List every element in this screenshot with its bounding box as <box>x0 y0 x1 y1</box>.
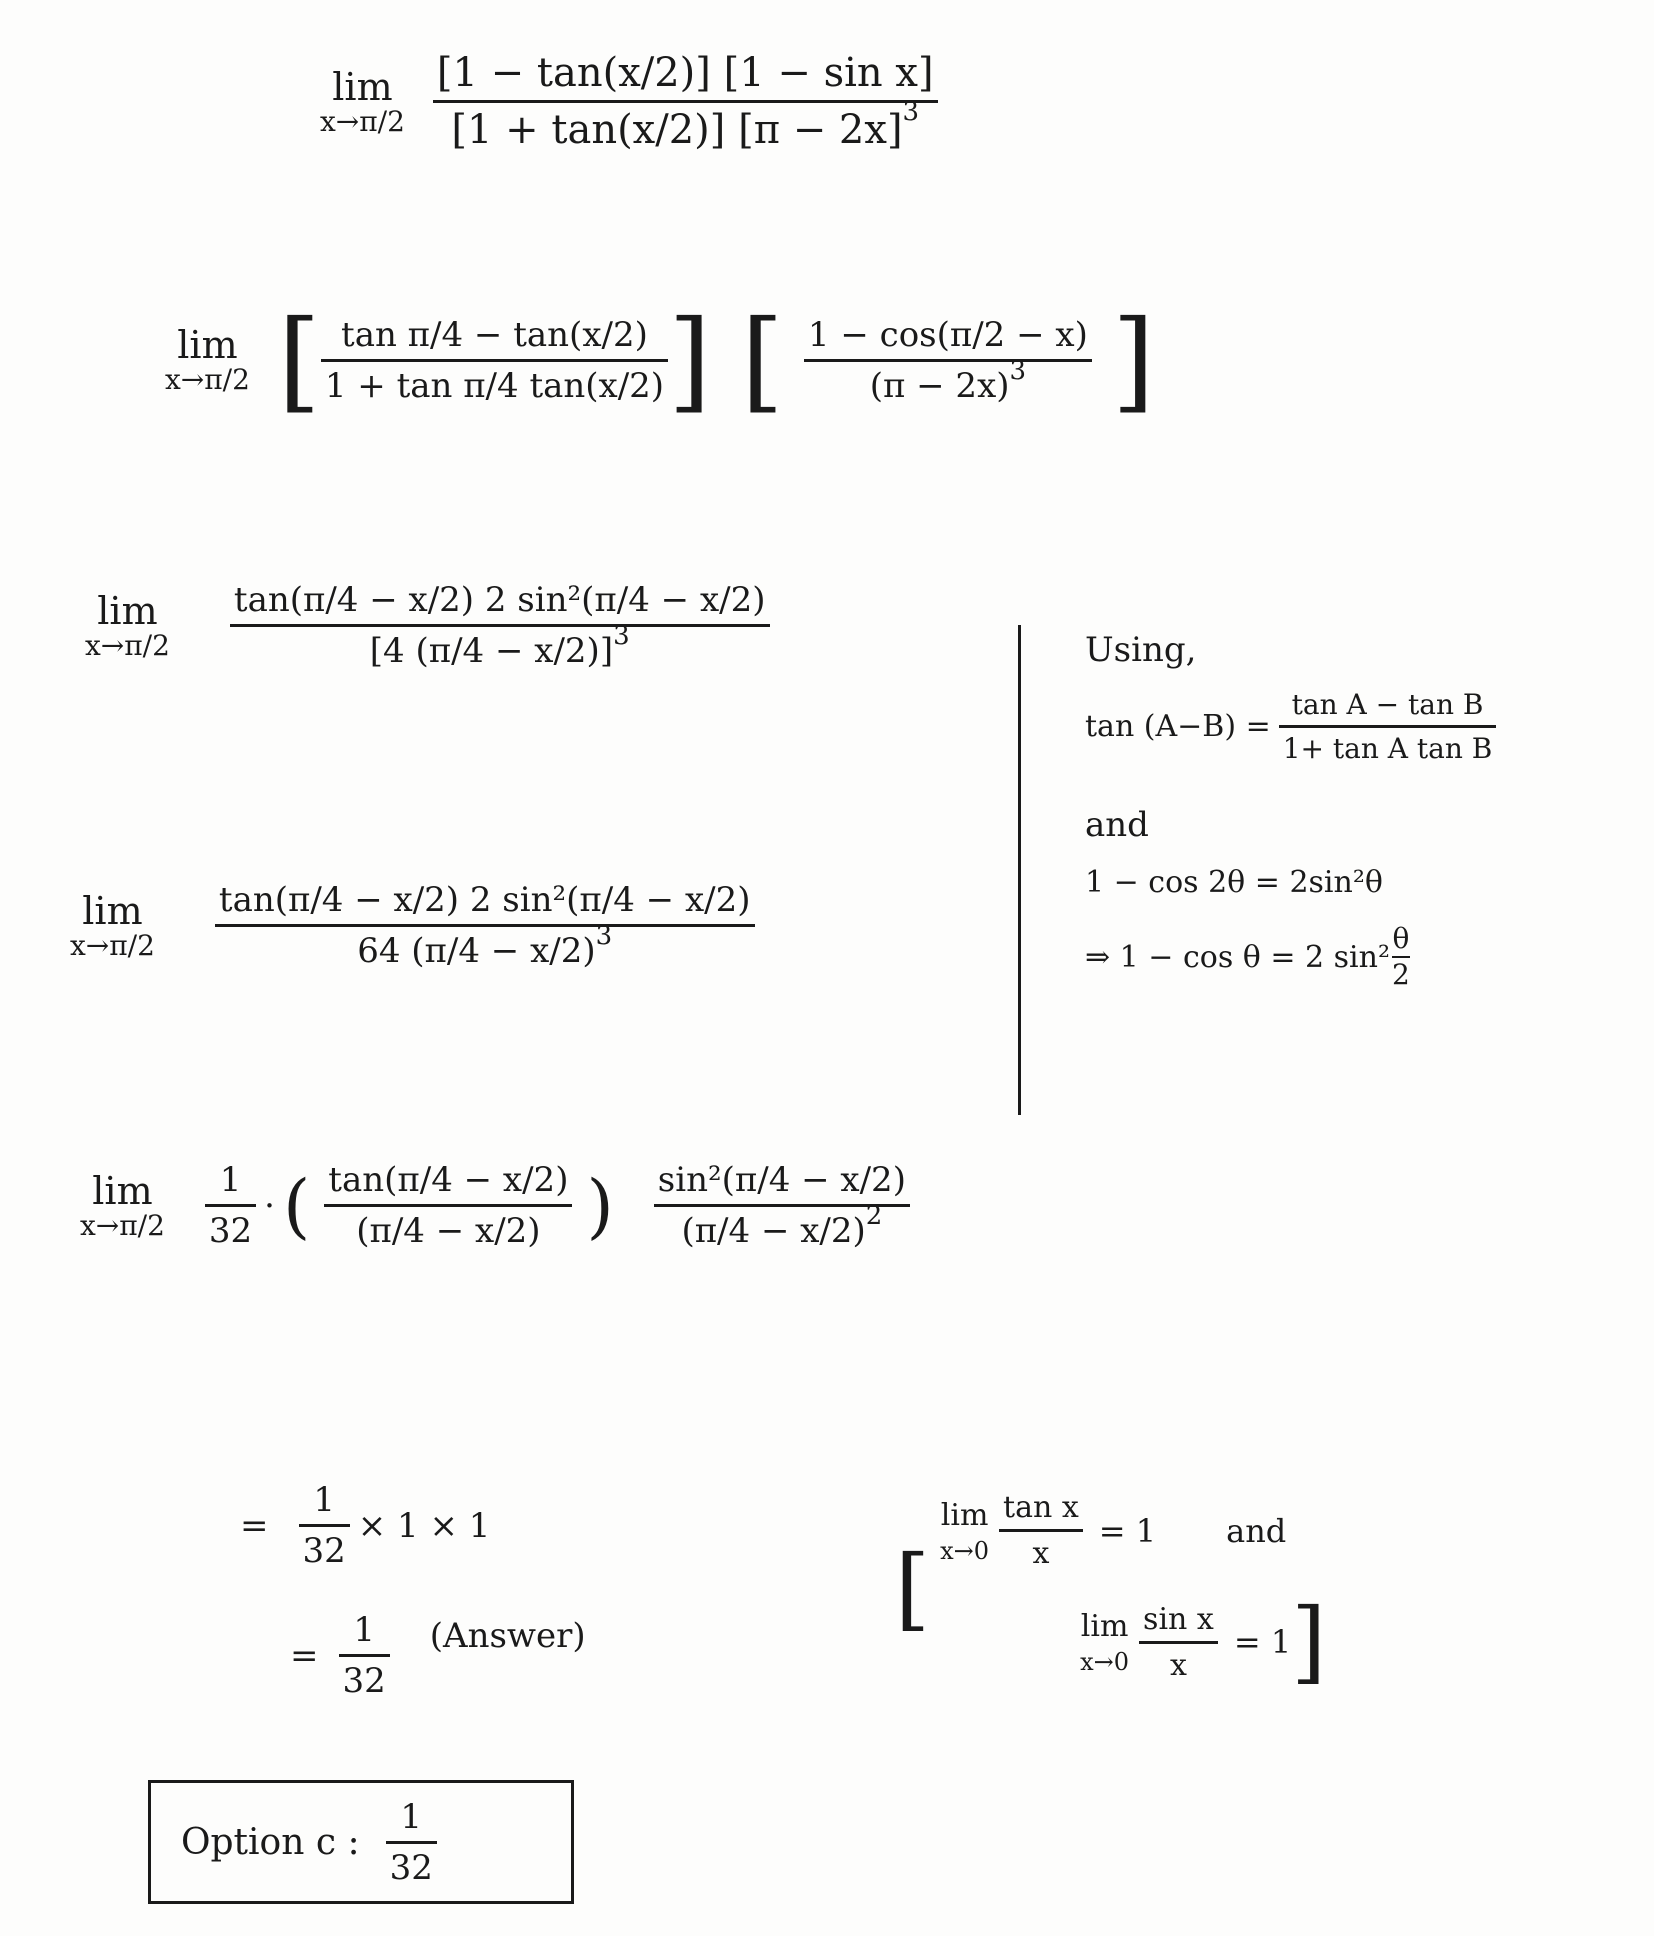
right-bracket: ] <box>1291 1589 1327 1694</box>
sin-limit-fraction <box>1139 1602 1218 1683</box>
step-2-right-numerator: 1 − cos(π/2 − x) <box>807 314 1088 355</box>
step-1 <box>320 50 938 153</box>
right-bracket: ] <box>1111 296 1155 424</box>
right-paren: ) <box>586 1164 614 1247</box>
tan-difference-identity <box>1085 688 1645 765</box>
lim-subscript: x→π/2 <box>70 928 155 962</box>
lim-word: lim <box>940 1497 989 1533</box>
left-paren: ( <box>282 1164 311 1247</box>
answer-label: (Answer) <box>429 1615 586 1656</box>
sin-ratio-fraction <box>654 1160 910 1251</box>
limit-operator <box>80 1168 165 1242</box>
sin-limit-numerator: sin x <box>1143 1601 1214 1637</box>
step-3-denominator: [4 (π/4 − x/2)] <box>369 631 614 671</box>
limit-operator <box>320 64 405 138</box>
result-numerator-1: 1 <box>313 1480 335 1520</box>
fraction-bar <box>205 1204 256 1207</box>
equals-sign: = <box>240 1505 269 1546</box>
left-bracket: [ <box>277 296 321 424</box>
step-4-denominator: 64 (π/4 − x/2) <box>357 931 596 971</box>
and-label: and <box>1085 805 1149 845</box>
final-answer-box <box>148 1780 574 1904</box>
step-4-fraction <box>215 880 755 971</box>
half-angle-numerator: θ <box>1392 922 1410 955</box>
lim-subscript: x→π/2 <box>165 363 250 396</box>
tan-ratio-fraction <box>324 1160 572 1251</box>
cos-half-angle-identity <box>1085 924 1645 990</box>
sin-ratio-exponent: 2 <box>865 1201 883 1231</box>
fraction-bar <box>804 359 1092 362</box>
sin-ratio-numerator: sin²(π/4 − x/2) <box>657 1160 906 1200</box>
sin-limit-denominator: x <box>1169 1647 1187 1683</box>
limit-operator <box>70 888 155 962</box>
lim-word: lim <box>332 64 393 109</box>
limit-operator <box>85 588 170 662</box>
step-3-fraction <box>230 580 770 671</box>
result-denominator-1: 32 <box>302 1531 346 1571</box>
using-label: Using, <box>1085 630 1197 670</box>
lim-word: lim <box>1080 1609 1129 1644</box>
result-fraction-1 <box>299 1480 350 1571</box>
step-2-left-fraction <box>321 315 668 406</box>
result-line-1 <box>240 1480 490 1571</box>
fraction-bar <box>324 1204 572 1207</box>
tan-identity-numerator: tan A − tan B <box>1291 688 1484 721</box>
lim-subscript: x→π/2 <box>85 628 170 662</box>
final-answer-content <box>151 1783 571 1901</box>
identities-panel <box>1085 630 1645 990</box>
fraction-bar <box>999 1529 1083 1532</box>
lim-subscript: x→π/2 <box>320 104 405 138</box>
option-label: Option c : <box>181 1821 360 1863</box>
option-numerator: 1 <box>400 1796 423 1837</box>
tan-ratio-denominator: (π/4 − x/2) <box>356 1211 541 1251</box>
coefficient-denominator: 32 <box>208 1211 253 1251</box>
sin-ratio-denominator: (π/4 − x/2) <box>681 1211 866 1251</box>
half-angle-fraction <box>1392 924 1410 990</box>
tan-ratio-numerator: tan(π/4 − x/2) <box>328 1160 569 1200</box>
cos-double-angle-identity: 1 − cos 2θ = 2sin²θ <box>1085 865 1383 900</box>
left-bracket: [ <box>741 296 784 424</box>
standard-limits-body <box>940 1490 1327 1694</box>
result-denominator-2: 32 <box>342 1661 386 1701</box>
result-fraction-2 <box>339 1610 390 1701</box>
right-bracket: ] <box>668 296 711 424</box>
step-2 <box>165 296 1155 424</box>
and-label: and <box>1226 1511 1287 1550</box>
tan-limit-fraction <box>999 1490 1083 1571</box>
lim-word: lim <box>177 323 238 367</box>
fraction-bar <box>321 359 668 362</box>
lim-subscript: x→0 <box>1080 1648 1130 1676</box>
step-2-exponent: 3 <box>1009 355 1027 386</box>
tan-limit-denominator: x <box>1032 1536 1050 1571</box>
step-1-exponent: 3 <box>902 97 920 127</box>
cos-half-angle-lhs: ⇒ 1 − cos θ = 2 sin² <box>1085 939 1390 975</box>
fraction-bar <box>230 624 770 627</box>
result-product: × 1 × 1 <box>357 1505 491 1546</box>
step-3-numerator: tan(π/4 − x/2) 2 sin²(π/4 − x/2) <box>233 580 766 620</box>
step-2-right-fraction <box>804 315 1092 406</box>
result-numerator-2: 1 <box>353 1610 375 1650</box>
step-3-exponent: 3 <box>613 621 630 651</box>
sin-limit-value: = 1 <box>1233 1623 1292 1661</box>
lim-subscript: x→π/2 <box>80 1208 165 1242</box>
sin-limit <box>1080 1589 1327 1694</box>
standard-limits <box>895 1490 1327 1694</box>
fraction-bar <box>1279 725 1497 728</box>
lim-word: lim <box>92 1168 153 1213</box>
option-denominator: 32 <box>389 1847 433 1888</box>
fraction-bar <box>386 1841 437 1844</box>
tan-limit-numerator: tan x <box>1003 1490 1079 1525</box>
left-bracket: [ <box>895 1535 931 1641</box>
step-3 <box>85 580 770 671</box>
step-4-numerator: tan(π/4 − x/2) 2 sin²(π/4 − x/2) <box>218 880 751 920</box>
step-2-left-denominator: 1 + tan π/4 tan(x/2) <box>324 365 665 406</box>
result-line-2 <box>290 1610 586 1701</box>
step-5 <box>80 1160 910 1251</box>
step-2-left-numerator: tan π/4 − tan(x/2) <box>341 314 648 355</box>
tan-identity-fraction <box>1279 688 1497 765</box>
lim-word: lim <box>82 888 143 933</box>
lim-subscript: x→0 <box>940 1536 990 1565</box>
fraction-bar <box>299 1524 350 1527</box>
limit-operator <box>165 325 250 395</box>
limit-operator <box>1080 1607 1129 1677</box>
tan-identity-lhs: tan (A−B) = <box>1085 709 1271 744</box>
tan-limit <box>940 1490 1326 1571</box>
step-1-fraction <box>433 50 938 153</box>
coefficient-numerator: 1 <box>219 1160 242 1200</box>
step-1-denominator: [1 + tan(x/2)] [π − 2x] <box>451 107 903 153</box>
equals-sign: = <box>290 1635 319 1676</box>
fraction-bar <box>339 1654 390 1657</box>
half-angle-denominator: 2 <box>1392 958 1410 991</box>
tan-limit-value: = 1 <box>1098 1511 1157 1550</box>
fraction-bar <box>215 924 755 927</box>
step-1-numerator: [1 − tan(x/2)] [1 − sin x] <box>436 50 934 96</box>
side-divider <box>1018 625 1021 1115</box>
option-fraction <box>386 1797 437 1888</box>
coefficient-fraction <box>205 1160 256 1251</box>
tan-identity-denominator: 1+ tan A tan B <box>1282 732 1493 765</box>
step-2-right-denominator: (π − 2x) <box>869 365 1010 406</box>
fraction-bar <box>1139 1641 1218 1644</box>
step-4-exponent: 3 <box>595 921 613 951</box>
fraction-bar <box>433 100 938 103</box>
multiplication-dot: · <box>264 1185 275 1226</box>
lim-word: lim <box>97 588 158 633</box>
limit-operator <box>940 1496 989 1566</box>
step-4 <box>70 880 755 971</box>
